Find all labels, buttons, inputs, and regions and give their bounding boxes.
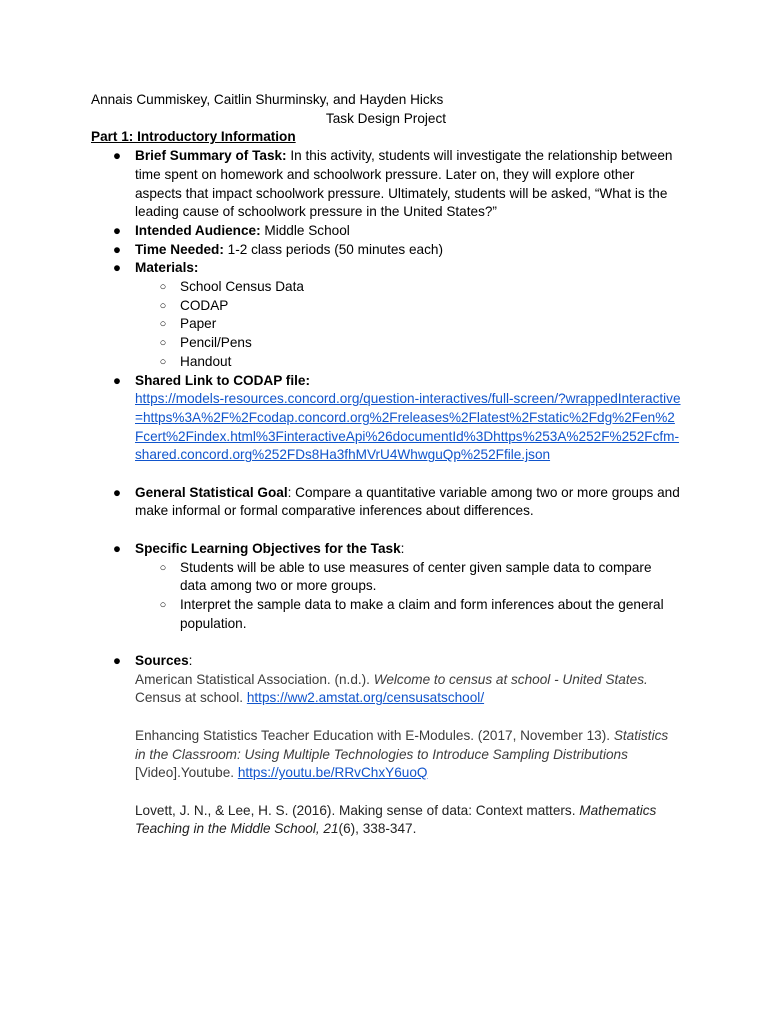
objectives-sublist <box>135 559 681 634</box>
material-item <box>135 297 681 316</box>
circle-bullet-icon: ○ <box>159 318 167 331</box>
source-entry-3 <box>135 802 681 839</box>
material-text: Handout <box>180 353 232 369</box>
sources-list <box>91 652 681 839</box>
authors-line: Annais Cummiskey, Caitlin Shurminsky, and Hayden Hicks <box>91 92 444 107</box>
objective-item <box>135 559 681 596</box>
sources-label: Sources <box>135 653 189 669</box>
bullet-icon: ● <box>112 222 122 238</box>
document-body <box>91 91 681 839</box>
bullet-icon: ● <box>112 148 122 164</box>
source2-title: Statistics in the Classroom: Using Multiple Technologies to Introduce Sampling Distributions <box>135 727 669 762</box>
source1-text: American Statistical Association. (n.d.). <box>135 671 374 687</box>
goal-list <box>91 484 681 521</box>
objective-text: Students will be able to use measures of center given sample data to compare data among two or more groups. <box>180 559 652 594</box>
source1-title: Welcome to census at school - United States. <box>373 671 648 687</box>
goal-text: : Compare a quantitative variable among two or more groups and make informal or formal comparative inferences about differences. <box>135 484 680 519</box>
codap-link[interactable]: https://models-resources.concord.org/question-interactives/full-screen/?wrappedInteractive=https%3A%2F%2Fcodap.concord.org%2Freleases%2Flatest%2Fstatic%2Fdg%2Fen%2Fcert%2Findex.html%3FinteractiveApi%26documentId%3Dhttps%253A%252F%252Fcfm-shared.concord.org%252FDs8Ha3fhMVrU4WhwguQp%252Ffile.json <box>135 391 681 463</box>
source-entry-2 <box>135 727 681 783</box>
list-item-materials <box>91 259 681 371</box>
bullet-icon: ● <box>112 260 122 276</box>
section-title: Part 1: Introductory Information <box>91 129 296 145</box>
link-label: Shared Link to CODAP file: <box>135 372 310 388</box>
source2-link[interactable]: https://youtu.be/RRvChxY6uoQ <box>237 765 428 781</box>
list-item-summary <box>91 147 681 222</box>
audience-label: Intended Audience: <box>135 222 261 238</box>
summary-text: In this activity, students will investigate the relationship between time spent on homework and schoolwork pressure. Later on, they will explore other aspects that impact schoolwork pressure. Ultimately, students will be asked, “What is the leading cause of schoolwork pressure in the United States?” <box>135 148 673 220</box>
circle-bullet-icon: ○ <box>159 299 167 312</box>
spacer <box>135 783 681 802</box>
materials-label: Materials: <box>135 260 199 276</box>
bullet-icon: ● <box>112 540 122 556</box>
circle-bullet-icon: ○ <box>159 561 167 574</box>
source3-text: Lovett, J. N., & Lee, H. S. (2016). Making sense of data: Context matters. <box>135 802 580 818</box>
spacer <box>91 633 681 652</box>
spacer <box>135 708 681 727</box>
objective-text: Interpret the sample data to make a claim and form inferences about the general population. <box>180 596 664 631</box>
list-item-goal <box>91 484 681 521</box>
material-item <box>135 353 681 372</box>
summary-label: Brief Summary of Task: <box>135 148 287 164</box>
source3-journal: Mathematics Teaching in the Middle School, 21 <box>135 802 657 837</box>
source2-medium: [Video].Youtube. <box>135 765 238 781</box>
time-label: Time Needed: <box>135 241 224 257</box>
spacer <box>91 521 681 540</box>
material-item <box>135 315 681 334</box>
objective-item <box>135 596 681 633</box>
project-title: Task Design Project <box>325 110 447 126</box>
objectives-list <box>91 540 681 634</box>
goal-label: General Statistical Goal <box>135 484 288 500</box>
audience-text: Middle School <box>260 222 350 238</box>
material-text: Pencil/Pens <box>180 335 252 351</box>
time-text: 1-2 class periods (50 minutes each) <box>223 241 444 257</box>
list-item-objectives <box>91 540 681 634</box>
bullet-icon: ● <box>112 484 122 500</box>
material-item <box>135 334 681 353</box>
bullet-icon: ● <box>112 241 122 257</box>
source1-link[interactable]: https://ww2.amstat.org/censusatschool/ <box>246 690 485 706</box>
material-text: Paper <box>180 316 217 332</box>
source2-text: Enhancing Statistics Teacher Education with E-Modules. (2017, November 13). <box>135 727 614 743</box>
bullet-icon: ● <box>112 372 122 388</box>
list-item-link <box>91 372 681 466</box>
list-item-time <box>91 241 681 260</box>
info-list <box>91 147 681 465</box>
objectives-label: Specific Learning Objectives for the Task <box>135 540 401 556</box>
source-entry-1 <box>135 671 681 708</box>
spacer <box>91 465 681 484</box>
source3-pages: (6), 338-347. <box>338 821 417 837</box>
circle-bullet-icon: ○ <box>159 598 167 611</box>
bullet-icon: ● <box>112 653 122 669</box>
circle-bullet-icon: ○ <box>159 355 167 368</box>
sources-colon: : <box>188 653 193 669</box>
material-text: CODAP <box>180 297 229 313</box>
material-text: School Census Data <box>180 279 304 295</box>
circle-bullet-icon: ○ <box>159 281 167 294</box>
source1-publisher: Census at school. <box>135 690 247 706</box>
materials-list <box>135 278 681 372</box>
material-item <box>135 278 681 297</box>
list-item-sources <box>91 652 681 839</box>
list-item-audience <box>91 222 681 241</box>
circle-bullet-icon: ○ <box>159 337 167 350</box>
objectives-colon: : <box>400 540 405 556</box>
